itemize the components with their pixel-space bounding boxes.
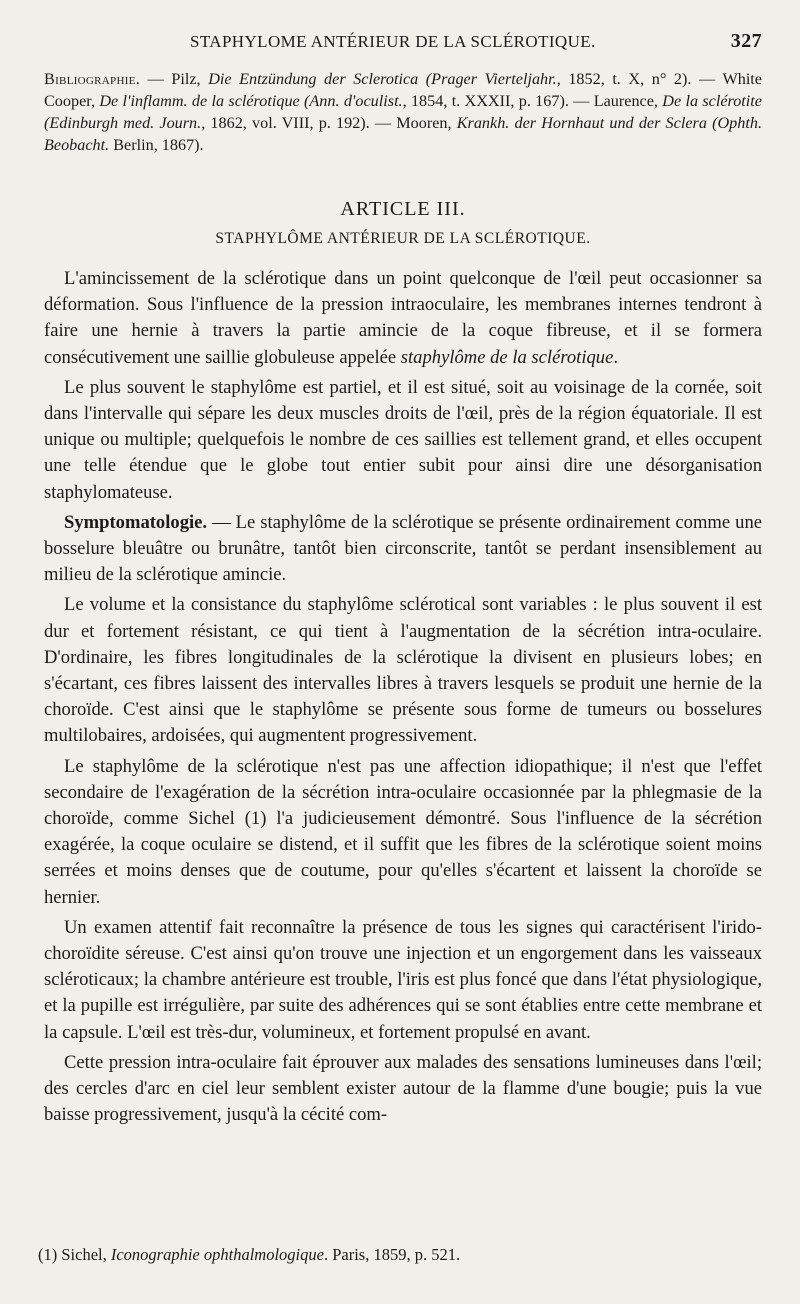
bibliography-label: Bibliographie. xyxy=(44,70,141,88)
footnote-marker: (1) Sichel, xyxy=(38,1245,111,1264)
running-title: STAPHYLOME ANTÉRIEUR DE LA SCLÉROTIQUE. xyxy=(190,32,596,51)
bibliography-text: Berlin, 1867). xyxy=(109,136,204,154)
paragraph-text: . xyxy=(613,346,619,368)
footnote xyxy=(38,1244,762,1266)
paragraph xyxy=(44,510,762,589)
bibliography-title: De l'inflamm. de la sclérotique xyxy=(99,92,300,110)
paragraph: Le plus souvent le staphylôme est partiel, et il est situé, soit au voisinage de la cornée, soit dans l'intervalle qui sépare les deux muscles droits de l'œil, près de la région équatoriale. Il est unique ou multiple; quelquefois le nombre de ces saillies est tellement grand, et elles occupent une telle étendue que le globe tout entier subit pour ainsi dire une désorganisation staphylomateuse. xyxy=(44,376,762,503)
footnote-text: . Paris, 1859, p. 521. xyxy=(323,1245,461,1264)
bibliography-title: Die Entzündung der Sclerotica xyxy=(208,70,419,88)
paragraph xyxy=(44,266,762,371)
section-label: Symptomatologie. xyxy=(64,511,208,533)
bibliography-text: — Pilz, xyxy=(140,70,209,88)
bibliography-text: , 1862, vol. VIII, p. 192). — Mooren, xyxy=(201,114,457,132)
bibliography-source: (Ann. d'oculist. xyxy=(299,92,403,110)
paragraph: Le staphylôme de la sclérotique n'est pas une affection idiopathique; il n'est que l'effet secondaire de l'exagération de la sécrétion intra-oculaire occasionnée par la phlegmasie de la choroïde, comme Sichel (1) l'a judicieusement démontré. Sous l'influence de la sécrétion exagérée, la coque oculaire se distend, et il suffit que les fibres de la sclérotique soient moins serrées et moins denses que de coutume, pour qu'elles s'écartent et laissent la choroïde se hernier. xyxy=(44,755,762,908)
paragraph: Cette pression intra-oculaire fait éprouver aux malades des sensations lumineuses dans l'œil; des cercles d'arc en ciel leur semblent exister autour de la flamme d'une bougie; puis la vue baisse progressivement, jusqu'à la cécité com- xyxy=(44,1051,762,1126)
bibliography-source: (Ophth. Beobacht. xyxy=(44,114,762,154)
paragraph: Un examen attentif fait reconnaître la présence de tous les signes qui caractérisent l'irido-choroïdite séreuse. C'est ainsi qu'on trouve une injection et un engorgement dans les vaisseaux scléroticaux; la chambre antérieure est trouble, l'iris est plus foncé que dans l'état physiologique, et la pupille est irrégulière, par suite des adhérences qui se sont établies entre cette membrane et la capsule. L'œil est très-dur, volumineux, et fortement propulsé en avant. xyxy=(44,916,762,1043)
paragraph-text: — Le staphylôme de la sclérotique se présente ordinairement comme une bosselure bleuâtre ou brunâtre, tantôt bien circonscrite, tantôt se perdant insensiblement au milieu de la sclérotique amincie. xyxy=(44,511,762,586)
bibliography-source: (Prager Vierteljahr. xyxy=(418,70,557,88)
article-subheading: STAPHYLÔME ANTÉRIEUR DE LA SCLÉROTIQUE. xyxy=(215,230,591,247)
paragraph: Le volume et la consistance du staphylôme sclérotical sont variables : le plus souvent il est dur et fortement résistant, ce qui tient à l'augmentation de la sécrétion intra-oculaire. D'ordinaire, les fibres longitudinales de la sclérotique la divisent en plusieurs lobes; en s'écartant, ces fibres laissent des intervalles libres à travers lesquels se produit une hernie de la choroïde. C'est ainsi que le staphylôme se présente sous forme de tumeurs ou bosselures multilobaires, ardoisées, qui augmentent progressivement. xyxy=(44,594,762,747)
bibliography-text: , 1854, t. XXXII, p. 167). — Laurence, xyxy=(402,92,663,110)
footnote-title: Iconographie ophthalmologique xyxy=(110,1245,324,1264)
bibliography-block xyxy=(44,68,762,156)
paragraph-emphasis: staphylôme de la sclérotique xyxy=(400,346,614,368)
bibliography-title: De la sclérotite xyxy=(662,92,762,110)
paragraph-text: L'amincissement de la sclérotique dans un point quelconque de l'œil peut occasionner sa déformation. Sous l'influence de la pression intraoculaire, les membranes internes tendront à faire une hernie à travers la partie amincie de la coque fibreuse, et il se formera consécutivement une saillie globuleuse appelée xyxy=(44,268,762,368)
running-header xyxy=(44,30,762,60)
article-heading: ARTICLE III. xyxy=(340,198,466,220)
bibliography-source: (Edinburgh med. Journ. xyxy=(44,114,202,132)
bibliography-text: , 1852, t. X, n° 2). — White Cooper, xyxy=(44,70,762,110)
bibliography-title: Krankh. der Hornhaut und der Sclera xyxy=(456,114,707,132)
article-body xyxy=(44,266,762,1129)
page-number: 327 xyxy=(730,30,762,52)
